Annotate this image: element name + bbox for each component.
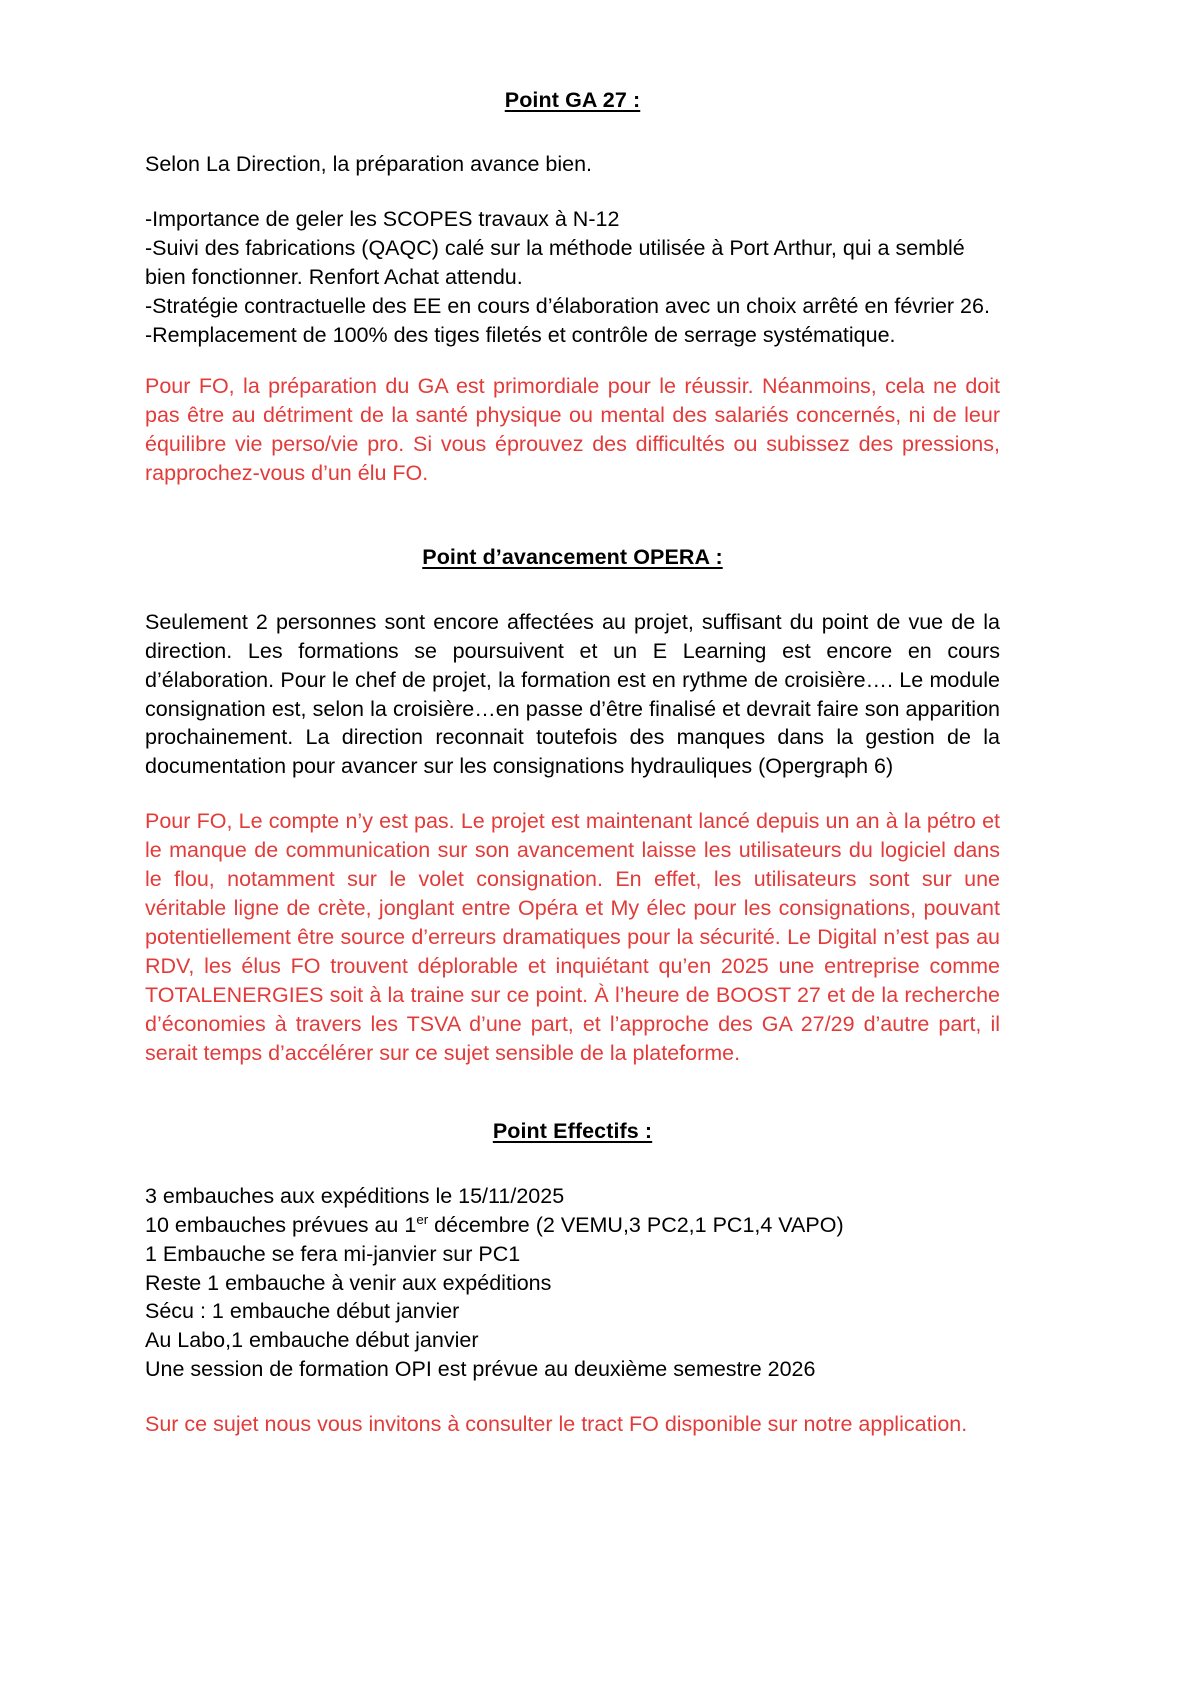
ga27-bullet-item: -Importance de geler les SCOPES travaux à N-12 bbox=[145, 207, 620, 232]
ga27-intro-paragraph: Selon La Direction, la préparation avance bien. bbox=[145, 152, 593, 177]
spacer bbox=[145, 1067, 1000, 1117]
effectifs-list-item: 1 Embauche se fera mi-janvier sur PC1 bbox=[145, 1241, 521, 1266]
ga27-bullet-item: -Stratégie contractuelle des EE en cours d’élaboration avec un choix arrêté en février 26. bbox=[145, 294, 990, 318]
effectifs-sup-after: décembre (2 VEMU,3 PC2,1 PC1,4 VAPO) bbox=[428, 1212, 844, 1237]
effectifs-list-item: Reste 1 embauche à venir aux expéditions bbox=[145, 1270, 552, 1295]
spacer bbox=[145, 1384, 1000, 1410]
heading-point-effectifs-text: Point Effectifs : bbox=[492, 1119, 653, 1144]
opera-fo-comment: Pour FO, Le compte n’y est pas. Le projet est maintenant lancé depuis un an à la pétro et le manque de communication sur son avancement laisse les utilisateurs du logiciel dans le flou, notamment sur le volet consignation. En effet, les utilisateurs sont sur une véritable ligne de crète, jonglant entre Opéra et My élec pour les consignations, pouvant potentiellement être source d’erreurs dramatiques pour la sécurité. Le Digital n’est pas au RDV, les élus FO trouvent déplorable et inquiétant qu’en 2025 une entreprise comme TOTALENERGIES soit à la traine sur ce point. À l’heure de BOOST 27 et de la recherche d’économies à travers les TSVA d’une part, et l’approche des GA 27/29 d’autre part, il serait temps d’accélérer sur ce sujet sensible de la plateforme. bbox=[145, 809, 1000, 1065]
heading-point-avancement-opera bbox=[145, 543, 1000, 571]
effectifs-list-item: Au Labo,1 embauche début janvier bbox=[145, 1328, 479, 1353]
ga27-fo-comment: Pour FO, la préparation du GA est primordiale pour le réussir. Néanmoins, cela ne doit pas être au détriment de la santé physique ou mental des salariés concernés, ni de leur équilibre vie perso/vie pro. Si vous éprouvez des difficultés ou subissez des pressions, rapprochez-vous d’un élu FO. bbox=[145, 373, 1000, 485]
effectifs-list-item: Une session de formation OPI est prévue au deuxième semestre 2026 bbox=[145, 1357, 816, 1382]
spacer bbox=[145, 781, 1000, 807]
effectifs-list-item: Sécu : 1 embauche début janvier bbox=[145, 1299, 460, 1324]
effectifs-list-item-superscript bbox=[145, 1211, 1000, 1240]
heading-point-ga-27 bbox=[145, 86, 1000, 114]
effectifs-list bbox=[145, 1182, 1000, 1384]
spacer bbox=[145, 350, 1000, 372]
spacer bbox=[145, 179, 1000, 205]
heading-point-effectifs bbox=[145, 1117, 1000, 1145]
ordinal-superscript: er bbox=[416, 1211, 429, 1227]
effectifs-sup-before: 10 embauches prévues au 1 bbox=[145, 1212, 417, 1237]
opera-body-paragraph: Seulement 2 personnes sont encore affectées au projet, suffisant du point de vue de la direction. Les formations se poursuivent et un E Learning est encore en cours d’élaboration. Pour le chef de projet, la formation est en rythme de croisière…. Le module consignation est, selon la croisière…en passe d’être finalisé et devrait faire son apparition prochainement. La direction reconnait toutefois des manques dans la gestion de la documentation pour avancer sur les consignations hydrauliques (Opergraph 6) bbox=[145, 609, 1000, 779]
ga27-bullet-item: -Suivi des fabrications (QAQC) calé sur la méthode utilisée à Port Arthur, qui a semblé bien fonctionner. Renfort Achat attendu. bbox=[145, 236, 971, 290]
effectifs-fo-comment: Sur ce sujet nous vous invitons à consulter le tract FO disponible sur notre application. bbox=[145, 1412, 968, 1437]
document-body bbox=[145, 86, 1000, 1439]
spacer bbox=[145, 114, 1000, 150]
effectifs-list-item: 3 embauches aux expéditions le 15/11/2025 bbox=[145, 1183, 565, 1208]
ga27-bullet-list bbox=[145, 205, 1000, 350]
spacer bbox=[145, 487, 1000, 543]
spacer bbox=[145, 1146, 1000, 1182]
spacer bbox=[145, 572, 1000, 608]
heading-point-ga-27-text: Point GA 27 : bbox=[504, 88, 641, 112]
heading-point-avancement-opera-text: Point d’avancement OPERA : bbox=[422, 545, 723, 570]
ga27-bullet-item: -Remplacement de 100% des tiges filetés et contrôle de serrage systématique. bbox=[145, 322, 896, 347]
